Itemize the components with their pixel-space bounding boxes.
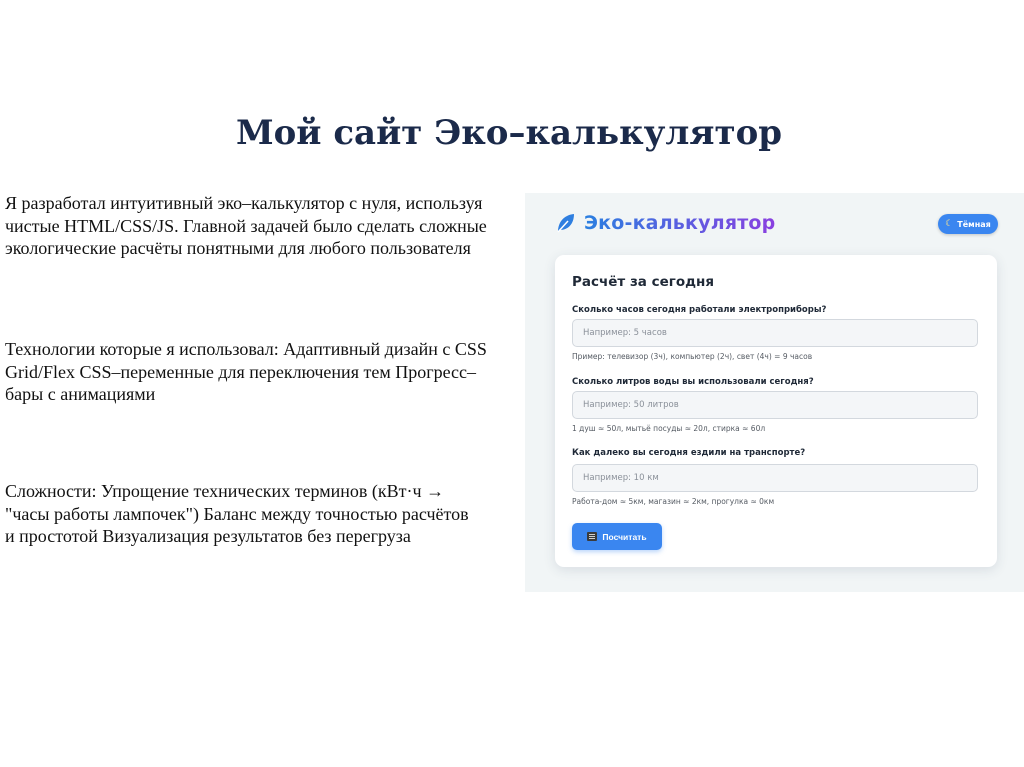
electricity-hint: Пример: телевизор (3ч), компьютер (2ч), свет (4ч) = 9 часов (572, 352, 813, 361)
moon-icon: ☾ (945, 219, 954, 229)
theme-toggle-button[interactable] (938, 214, 998, 234)
technologies-paragraph: Технологии которые я использовал: Адаптивный дизайн с CSS Grid/Flex CSS–переменные для переключения тем Прогресс–бары с анимациями (5, 339, 487, 404)
electricity-hours-input[interactable] (572, 319, 978, 347)
app-screenshot (525, 193, 1024, 592)
difficulties-paragraph: Сложности: Упрощение технических терминов (кВт·ч → "часы работы лампочек") Баланс между точностью расчётов и простотой Визуализация результатов без перегруза (5, 481, 469, 546)
intro-paragraph: Я разработал интуитивный эко–калькулятор с нуля, используя чистые HTML/CSS/JS. Главной задачей было сделать сложные экологические расчёты понятными для любого пользователя (5, 193, 487, 258)
transport-km-input[interactable] (572, 464, 978, 492)
calculate-button-label: Посчитать (602, 531, 647, 542)
calculator-card (555, 255, 997, 567)
abacus-icon (587, 532, 597, 541)
theme-toggle-label: Тёмная (957, 219, 991, 229)
card-title: Расчёт за сегодня (572, 274, 714, 290)
transport-question-label: Как далеко вы сегодня ездили на транспорте? (572, 448, 806, 458)
electricity-question-label: Сколько часов сегодня работали электроприборы? (572, 305, 827, 315)
slide-title: Мой сайт Эко–калькулятор (235, 112, 783, 153)
water-hint: 1 душ ≈ 50л, мытьё посуды ≈ 20л, стирка ≈ 60л (572, 424, 766, 433)
water-liters-input[interactable] (572, 391, 978, 419)
leaf-icon (556, 212, 576, 234)
water-question-label: Сколько литров воды вы использовали сегодня? (572, 377, 814, 387)
app-brand: Эко-калькулятор (584, 212, 776, 234)
app-header (556, 212, 776, 234)
transport-hint: Работа-дом ≈ 5км, магазин ≈ 2км, прогулка ≈ 0км (572, 497, 775, 506)
calculate-button[interactable] (572, 523, 662, 550)
